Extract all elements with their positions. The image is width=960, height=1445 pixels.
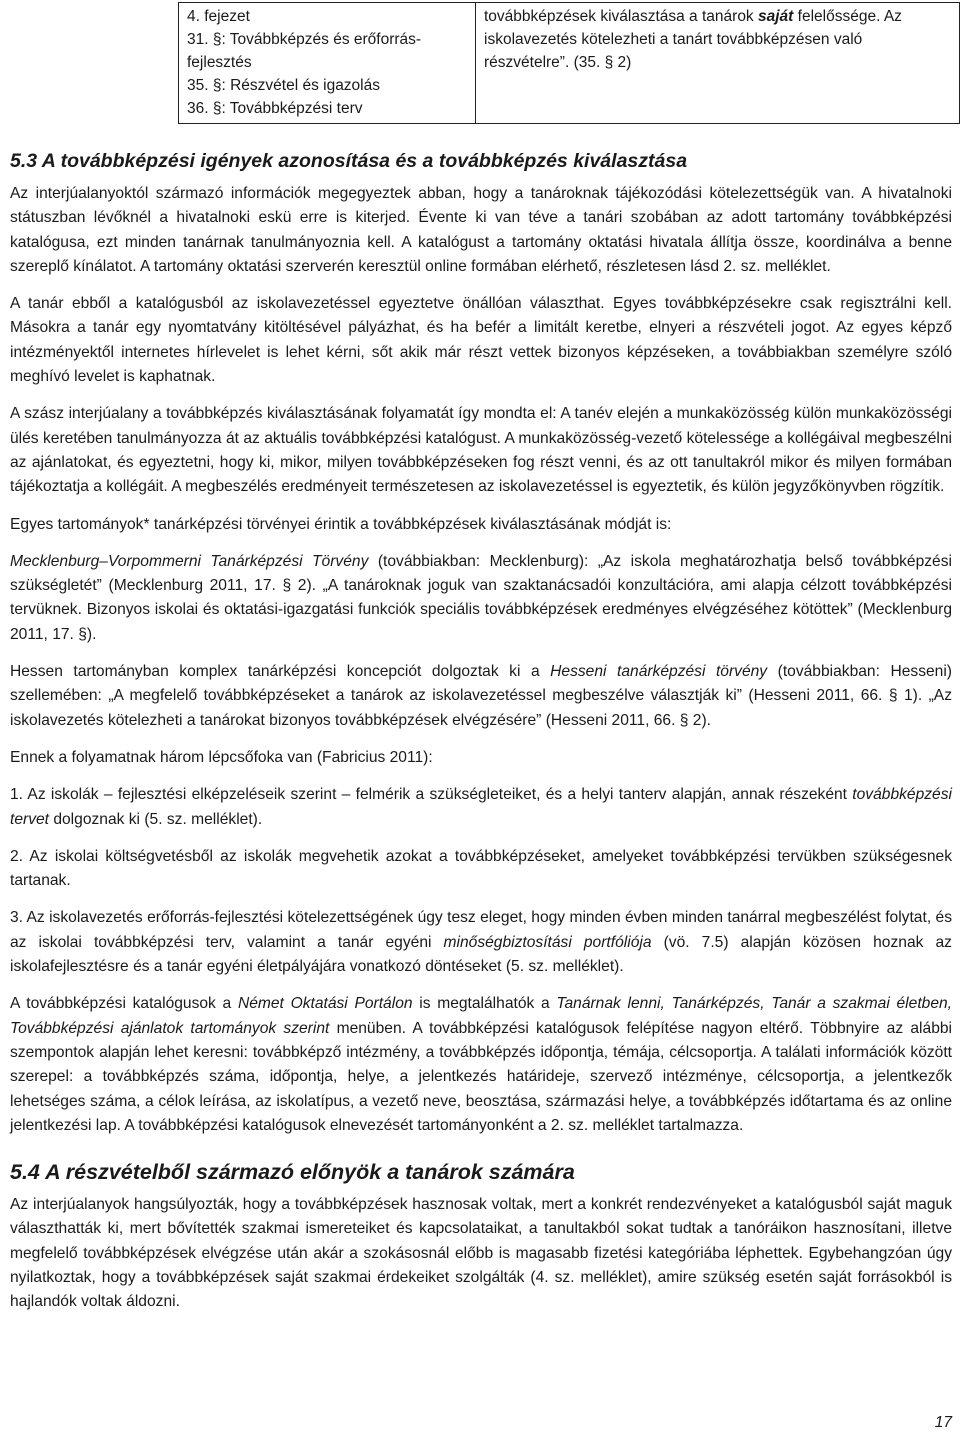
chapter-reference: 4. fejezet [187, 8, 250, 25]
body-text [10, 147, 952, 1328]
paragraph: A szász interjúalany a továbbképzés kiválasztásának folyamatát így mondta el: A tanév elején a munkaközösség külön munkaközösségi ülés keretében tanulmányozza át az aktuális továbbképzési katalógust. A munkaközösség-vezető kötelessége a kollégáival megbeszélni az ajánlatokat, és egyeztetni, hogy ki, mikor, milyen továbbképzéseken fog részt venni, és az ott tanultakról mikor és milyen formában tájékoztatja a kollégáit. A megbeszélés eredményeit természetesen az iskolavezetéssel is egyeztetik, és külön jegyzőkönyvben rögzítik. [10, 405, 952, 496]
law-title: Mecklenburg–Vorpommerni Tanárképzési Törvény [10, 552, 369, 570]
paragraph: Hessen tartományban komplex tanárképzési koncepciót dolgoztak ki a Hesseni tanárképzési törvény (továbbiakban: Hesseni) szellemében: „A megfelelő továbbképzéseket a tanárok az iskolavezetéssel megbeszélve választják ki” (Hesseni 2011, 66. § 1). „Az iskolavezetés kötelezheti a tanárokat bizonyos továbbképzések elvégzésére” (Hesseni 2011, 66. § 2). [10, 663, 952, 729]
table-row [179, 3, 960, 124]
page-number: 17 [934, 1414, 952, 1431]
paragraph-reference: 35. §: Részvétel és igazolás [187, 77, 380, 94]
law-reference-cell [179, 3, 476, 124]
list-item: 1. Az iskolák – fejlesztési elképzeléseik szerint – felmérik a szükségleteiket, és a helyi tanterv alapján, annak részeként továbbképzési tervet dolgoznak ki (5. sz. melléklet). [10, 786, 952, 828]
law-title: Hesseni tanárképzési törvény [550, 663, 768, 681]
paragraph: Egyes tartományok* tanárképzési törvényei érintik a továbbképzések kiválasztásának módját is: [10, 515, 672, 533]
paragraph: Ennek a folyamatnak három lépcsőfoka van (Fabricius 2011): [10, 748, 433, 766]
paragraph: Mecklenburg–Vorpommerni Tanárképzési Törvény (továbbiakban: Mecklenburg): „Az iskola meghatározhatja belső továbbképzési szükségletét” (Mecklenburg 2011, 17. § 2). „A tanároknak joguk van szaktanácsadói konzultációra, ami alapja célzott továbbképzési tervüknek. Bizonyos iskolai és oktatási-igazgatási funkciók speciális továbbképzések eredményes elvégzéséhez kötöttek” (Mecklenburg 2011, 17. §). [10, 552, 952, 643]
list-item: 3. Az iskolavezetés erőforrás-fejlesztési kötelezettségének úgy tesz eleget, hogy minden évben minden tanárral megbeszélést folytat, és az iskolai továbbképzési terv, valamint a tanár egyéni minőségbiztosítási portfóliója (vö. 7.5) alapján közösen hoznak az iskolafejlesztésre és a tanár egyéni életpályájára vonatkozó döntéseket (5. sz. melléklet). [10, 909, 952, 976]
paragraph: A továbbképzési katalógusok a Német Oktatási Portálon is megtalálhatók a Tanárnak lenni, Tanárképzés, Tanár a szakmai életben, Továbbképzési ajánlatok tartományok szerint menüben. A továbbképzési katalógusok felépítése nagyon eltérő. Többnyire az alábbi szempontok alapján lehet keresni: továbbképző intézmény, a továbbképzés időpontja, témája, célcsoportja. A találati információk között szerepel: a továbbképzés száma, időpontja, helye, a jelentkezés határideje, szervező intézménye, célcsoportja, a jelentkezők lehetséges száma, a célok leírása, az iskolatípus, a vezető neve, beosztása, származási helye, a továbbképzés időtartama és az online jelentkezési lap. A továbbképzési katalógusok elnevezését tartományonként a 2. sz. melléklet tartalmazza. [10, 995, 952, 1134]
paragraph: Az interjúalanyok hangsúlyozták, hogy a továbbképzések hasznosak voltak, mert a konkrét rendezvényeket a katalógusból saját maguk választhatták ki, mert bővítették szakmai ismereteiket és kapcsolataikat, a tanultakból sokat tudtak a tanóráikon hasznosítani, illetve megfelelő továbbképzések elvégzése után akár a szokásosnál előbb is magasabb fizetési kategóriába léphettek. Egybehangzóan úgy nyilatkoztak, hogy a továbbképzések saját szakmai érdekeiket szolgálták (4. sz. melléklet), amire szükség esetén saját forrásokból is hajlandók voltak áldozni. [10, 1196, 952, 1311]
legal-reference-table [178, 2, 960, 124]
list-item: 2. Az iskolai költségvetésből az iskolák megvehetik azokat a továbbképzéseket, amelyeket továbbképzési tervükben szükségesnek tartanak. [10, 847, 952, 890]
paragraph-reference: 31. §: Továbbképzés és erőforrás-fejlesztés [187, 31, 422, 71]
law-quote-cell: továbbképzések kiválasztása a tanárok saját felelőssége. Az iskolavezetés kötelezheti a tanárt továbbképzésen való részvételre”. (35. § 2) [476, 3, 960, 124]
section-heading: 5.4 A részvételből származó előnyök a tanárok számára [10, 1160, 575, 1185]
paragraph: A tanár ebből a katalógusból az iskolavezetéssel egyeztetve önállóan választhat. Egyes továbbképzésekre csak regisztrálni kell. Másokra a tanár egy nyomtatvány kitöltésével pályázhat, és ha befér a limitált keretbe, elnyeri a részvételi jogot. Az egyes képző intézményektől internetes hírlevelet is lehet kérni, sőt akik már részt vettek bizonyos képzéseken, a továbbiakban személyre szóló meghívó levelet is kaphatnak. [10, 295, 952, 386]
section-heading: 5.3 A továbbképzési igények azonosítása és a továbbképzés kiválasztása [10, 150, 688, 172]
paragraph: Az interjúalanyoktól származó információk megegyeztek abban, hogy a tanároknak tájékozódási kötelezettségük van. A hivatalnoki státuszban lévőknél a hivatalnoki eskü erre is kiterjed. Évente ki van téve a tanári szobában az adott tartomány továbbképzési katalógusa, ezt minden tanárnak tanulmányoznia kell. A katalógust a tartomány oktatási hivatala állítja össze, koordinálva a benne szereplő kínálatot. A tartomány oktatási szerverén keresztül online formában elérhető, részletesen lásd 2. sz. melléklet. [10, 185, 952, 275]
paragraph-reference: 36. §: Továbbképzési terv [187, 100, 363, 117]
